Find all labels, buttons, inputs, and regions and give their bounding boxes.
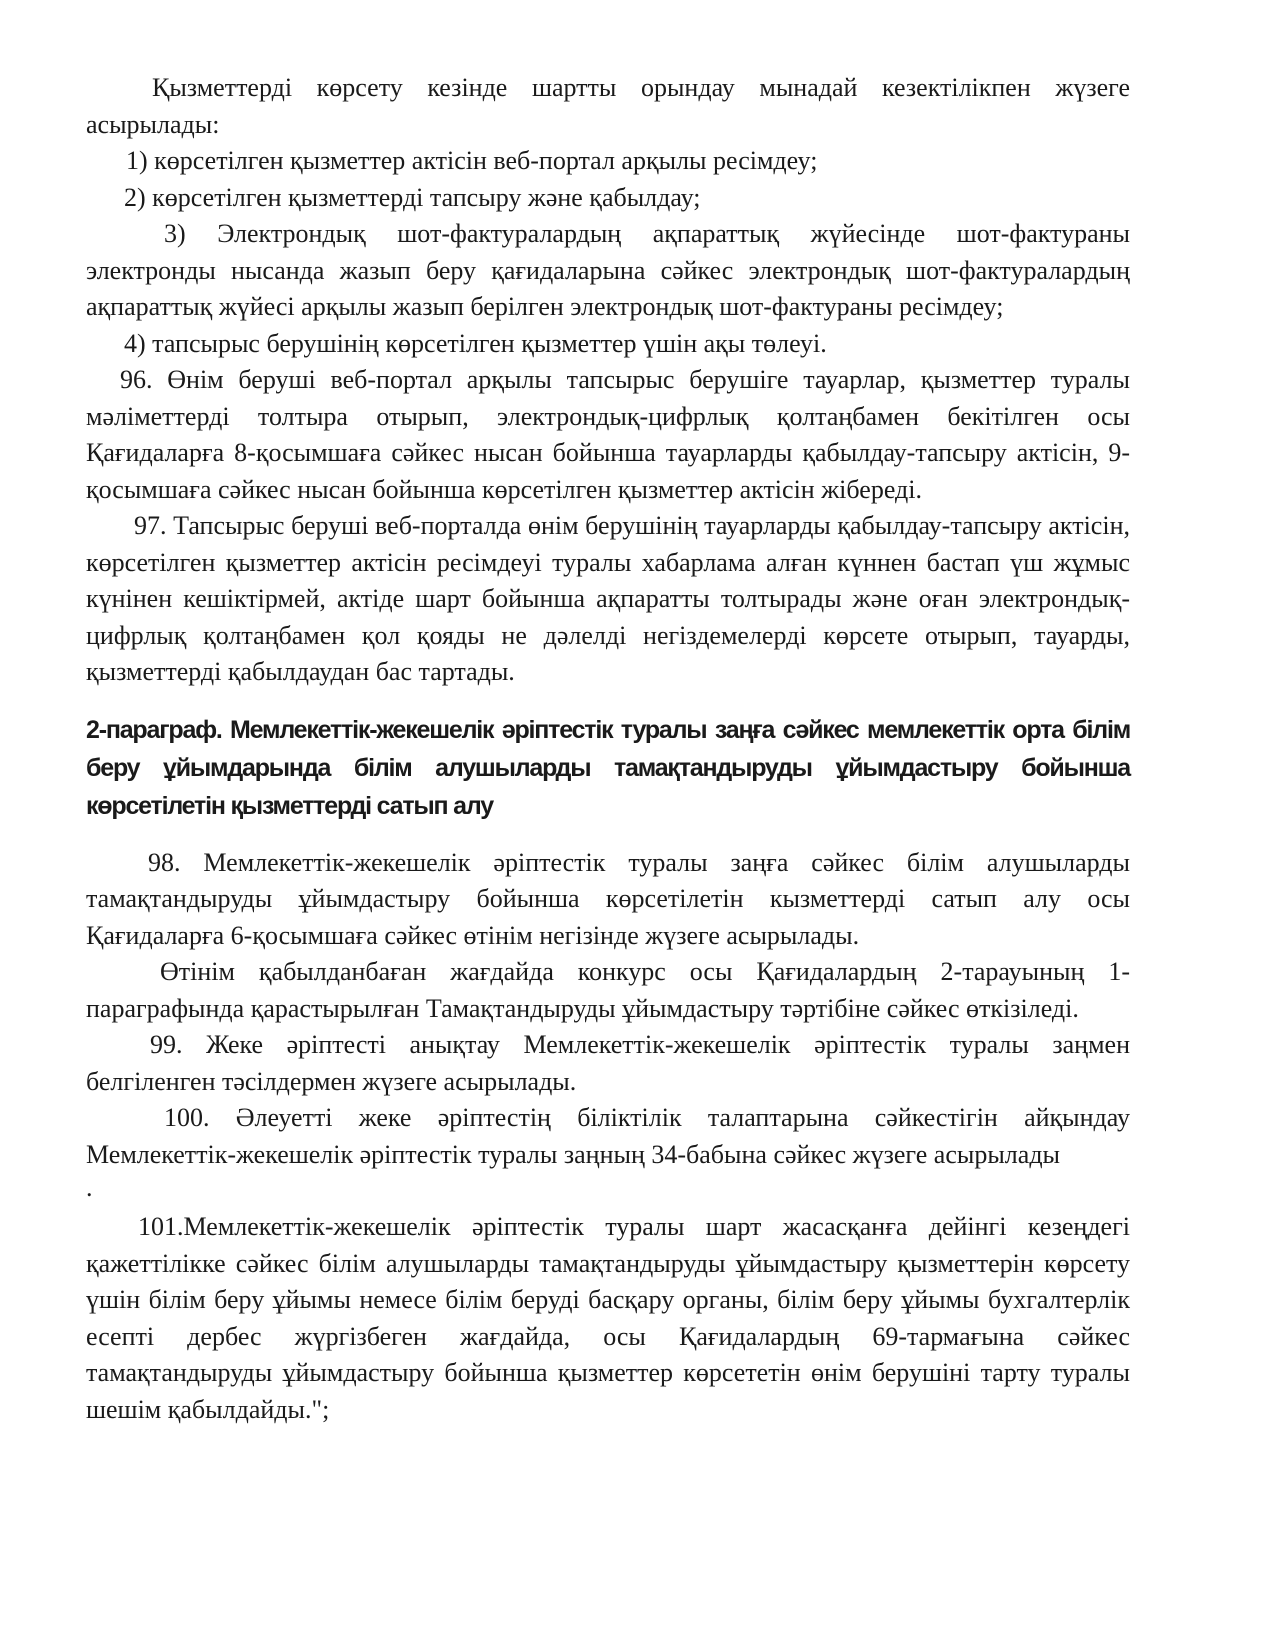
list-item-1: 1) көрсетілген қызметтер актісін веб-портал арқылы ресімдеу; bbox=[126, 146, 818, 175]
document-page bbox=[86, 70, 1130, 1428]
paragraph-100-period: . bbox=[86, 1173, 93, 1202]
paragraph-100: 100. Әлеуетті жеке әріптестің біліктілік талаптарына сәйкестігін айқындау Мемлекеттік-жекешелік әріптестік туралы заңның 34-бабына сәйкес жүзеге асырылады bbox=[86, 1103, 1130, 1169]
section-heading: 2-параграф. Мемлекеттік-жекешелік әріптестік туралы заңға сәйкес мемлекеттік орта білім беру ұйымдарында білім алушыларды тамақтандыруды ұйымдастыру бойынша көрсетілетін қызметтерді сатып алу bbox=[86, 715, 1130, 820]
list-item-2: 2) көрсетілген қызметтерді тапсыру және қабылдау; bbox=[124, 182, 701, 212]
paragraph-101: 101.Мемлекеттік-жекешелік әріптестік туралы шарт жасасқанға дейінгі кезеңдегі қажеттілікке сәйкес білім алушыларды тамақтандыруды ұйымдастыру қызметтерін көрсету үшін білім беру ұйымы немесе білім беруді басқару органы, білім беру ұйымы бухгалтерлік есепті дербес жүргізбеген жағдайда, осы Қағидалардың 69-тармағына сәйкес тамақтандыруды ұйымдастыру бойынша қызметтер көрсететін өнім берушіні тарту туралы шешім қабылдайды."; bbox=[86, 1212, 1130, 1424]
paragraph-98: 98. Мемлекеттік-жекешелік әріптестік туралы заңға сәйкес білім алушыларды тамақтандыруды ұйымдастыру бойынша көрсетілетін кызметтерді сатып алу осы Қағидаларға 6-қосымшаға сәйкес өтінім негізінде жүзеге асырылады. bbox=[86, 847, 1130, 950]
list-item-3: 3) Электрондық шот-фактуралардың ақпараттық жүйесінде шот-фактураны электронды нысанда жазып беру қағидаларына сәйкес электрондық шот-фактуралардың ақпараттық жүйесі арқылы жазып берілген электрондық шот-фактураны ресімдеу; bbox=[86, 219, 1130, 321]
list-item-4: 4) тапсырыс берушінің көрсетілген қызметтер үшін ақы төлеуі. bbox=[124, 328, 827, 358]
paragraph-96: 96. Өнім беруші веб-портал арқылы тапсырыс берушіге тауарлар, қызметтер туралы мәліметтерді толтыра отырып, электрондық-цифрлық қолтаңбамен бекітілген осы Қағидаларға 8-қосымшаға сәйкес нысан бойынша тауарларды қабылдау-тапсыру актісін, 9-қосымшаға сәйкес нысан бойынша көрсетілген қызметтер актісін жібереді. bbox=[86, 365, 1130, 504]
paragraph-application: Өтінім қабылданбаған жағдайда конкурс осы Қағидалардың 2-тарауының 1-параграфында қарастырылған Тамақтандыруды ұйымдастыру тәртібіне сәйкес өткізіледі. bbox=[86, 957, 1130, 1023]
paragraph-97: 97. Тапсырыс беруші веб-порталда өнім берушінің тауарларды қабылдау-тапсыру актісін, көрсетілген қызметтер актісін ресімдеуі туралы хабарлама алған күннен бастап үш жұмыс күнінен кешіктірмей, актіде шарт бойынша ақпаратты толтырады және оған электрондық-цифрлық қолтаңбамен қол қояды не дәлелді негіздемелерді көрсете отырып, тауарды, қызметтерді қабылдаудан бас тартады. bbox=[86, 511, 1130, 686]
paragraph-intro: Қызметтерді көрсету кезінде шартты орындау мынадай кезектілікпен жүзеге асырылады: bbox=[86, 73, 1130, 139]
paragraph-99: 99. Жеке әріптесті анықтау Мемлекеттік-жекешелік әріптестік туралы заңмен белгіленген тәсілдермен жүзеге асырылады. bbox=[86, 1030, 1130, 1096]
